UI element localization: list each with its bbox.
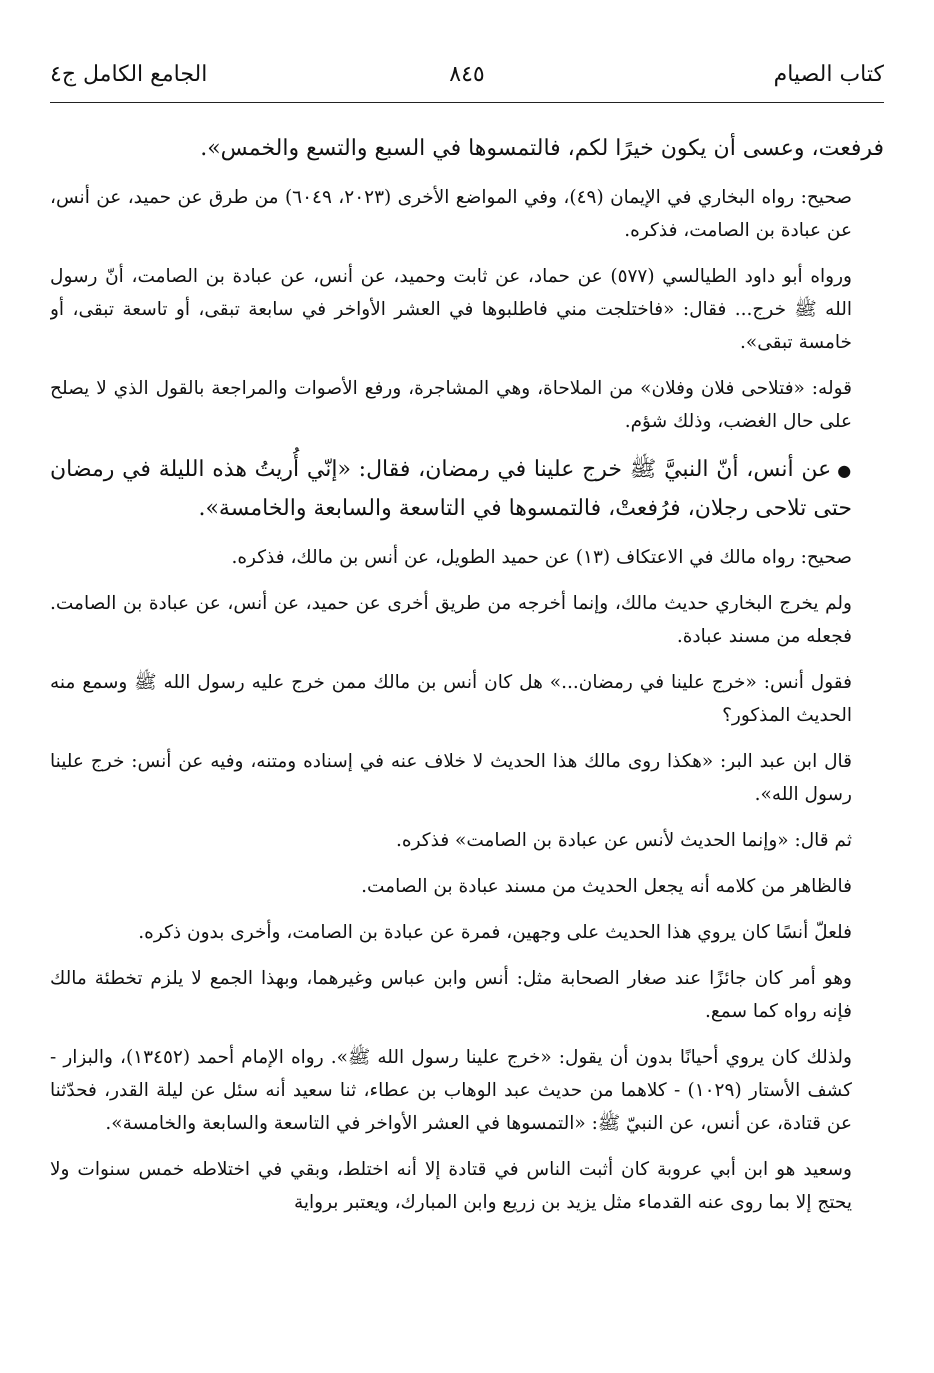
hadith-text: فرفعت، وعسى أن يكون خيرًا لكم، فالتمسوها في السبع والتسع والخمس». [200, 136, 884, 161]
commentary-paragraph: وسعيد هو ابن أبي عروبة كان أثبت الناس في قتادة إلا أنه اختلط، وبقي في اختلاطه خمس سنوات ولا يحتج إلا بما روى عنه القدماء مثل يزيد بن زريع وابن المبارك، ويعتبر برواية [50, 1159, 852, 1213]
commentary-paragraph: فقول أنس: «خرج علينا في رمضان...» هل كان أنس بن مالك ممن خرج عليه رسول الله ﷺ وسمع منه الحديث المذكور؟ [50, 672, 852, 726]
hadith-text: عن أنس، أنّ النبيَّ ﷺ خرج علينا في رمضان، فقال: «إنّي أُريتُ هذه الليلة في رمضان حتى تلاحى رجلان، فرُفعتْ، فالتمسوها في التاسعة والسابعة والخامسة». [50, 457, 852, 521]
commentary-paragraph: فالظاهر من كلامه أنه يجعل الحديث من مسند عبادة بن الصامت. [361, 876, 852, 897]
commentary-paragraph: ثم قال: «وإنما الحديث لأنس عن عبادة بن الصامت» فذكره. [396, 830, 852, 851]
hadith-paragraph [50, 451, 884, 528]
commentary-paragraph: قال ابن عبد البر: «هكذا روى مالك هذا الحديث لا خلاف عنه في إسناده ومتنه، وفيه عن أنس: خرج علينا رسول الله». [50, 751, 852, 805]
commentary-paragraph: ورواه أبو داود الطيالسي (٥٧٧) عن حماد، عن ثابت وحميد، عن أنس، عن عبادة بن الصامت، أنّ رسول الله ﷺ خرج... فقال: «فاختلجت مني فاطلبوها في العشر الأواخر في سابعة تبقى، أو تاسعة تبقى، أو خامسة تبقى». [50, 266, 852, 353]
page-header [50, 58, 884, 103]
commentary-paragraph: ولم يخرج البخاري حديث مالك، وإنما أخرجه من طريق أخرى عن حميد، عن أنس، عن عبادة بن الصامت. فجعله من مسند عبادة. [50, 593, 852, 647]
book-title: كتاب الصيام [773, 62, 884, 87]
commentary-paragraph: ولذلك كان يروي أحيانًا بدون أن يقول: «خرج علينا رسول الله ﷺ». رواه الإمام أحمد (١٣٤٥٢)، والبزار - كشف الأستار (١٠٢٩) - كلاهما من حديث عبد الوهاب بن عطاء، ثنا سعيد أنه سئل عن ليلة القدر، فحدّثنا عن قتادة، عن أنس، عن النبيّ ﷺ: «التمسوها في العشر الأواخر في التاسعة والسابعة والخامسة». [50, 1047, 852, 1134]
bullet-icon: ● [837, 461, 852, 480]
volume-title: الجامع الكامل ج٤ [50, 62, 208, 87]
commentary-paragraph: وهو أمر كان جائزًا عند صغار الصحابة مثل: أنس وابن عباس وغيرهما، وبهذا الجمع لا يلزم تخطئة مالك فإنه رواه كما سمع. [50, 968, 852, 1022]
commentary-paragraph: قوله: «فتلاحى فلان وفلان» من الملاحاة، وهي المشاجرة، ورفع الأصوات والمراجعة بالقول الذي لا يصلح على حال الغضب، وذلك شؤم. [50, 378, 852, 432]
commentary-paragraph: صحيح: رواه البخاري في الإيمان (٤٩)، وفي المواضع الأخرى (٢٠٢٣، ٦٠٤٩) من طرق عن حميد، عن أنس، عن عبادة بن الصامت، فذكره. [50, 187, 852, 241]
commentary-paragraph: صحيح: رواه مالك في الاعتكاف (١٣) عن حميد الطويل، عن أنس بن مالك، فذكره. [231, 547, 852, 568]
page-number: ٨٤٥ [449, 62, 485, 87]
commentary-paragraph: فلعلّ أنسًا كان يروي هذا الحديث على وجهين، فمرة عن عبادة بن الصامت، وأخرى بدون ذكره. [138, 922, 852, 943]
page-body [50, 130, 884, 1353]
